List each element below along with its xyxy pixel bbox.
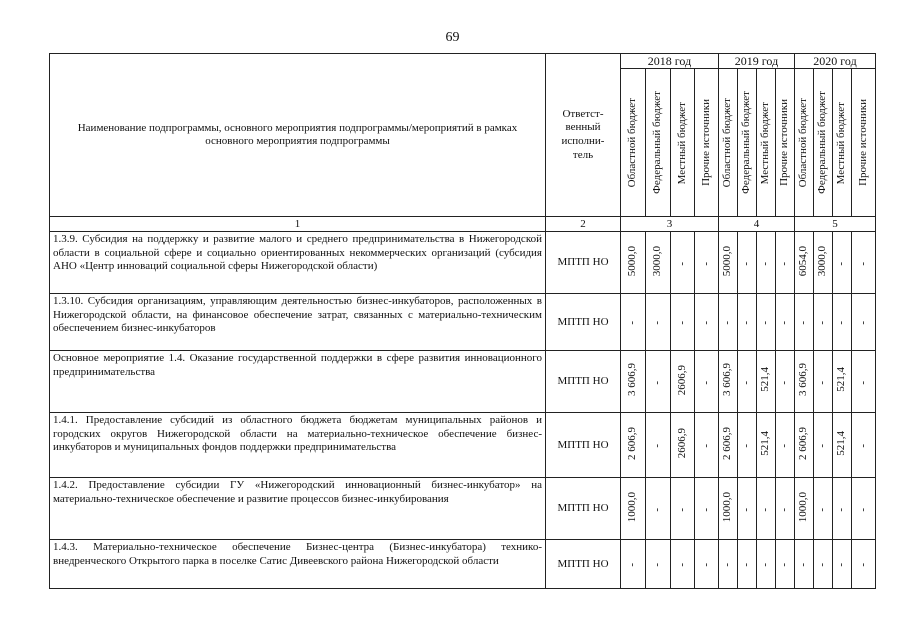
row-value-cell bbox=[795, 478, 814, 540]
source-header-label: Местный бюджет bbox=[675, 101, 688, 185]
row-value-cell bbox=[719, 413, 738, 478]
row-value: - bbox=[740, 321, 753, 325]
source-header bbox=[671, 69, 695, 217]
row-value-cell bbox=[795, 413, 814, 478]
row-value-cell bbox=[833, 351, 852, 413]
row-value-cell bbox=[776, 540, 795, 589]
table-row bbox=[50, 540, 876, 589]
source-header-label: Прочие источники bbox=[778, 99, 791, 187]
row-value: - bbox=[856, 507, 869, 512]
row-value-cell bbox=[671, 478, 695, 540]
row-value: - bbox=[675, 563, 688, 567]
row-value: 2606,9 bbox=[675, 364, 688, 395]
row-value-cell bbox=[695, 478, 719, 540]
row-value-cell bbox=[852, 232, 876, 294]
year-2020: 2020 год bbox=[795, 54, 876, 69]
row-value: 521,4 bbox=[835, 430, 848, 456]
row-value: - bbox=[835, 261, 848, 266]
row-value: - bbox=[759, 507, 772, 512]
row-value-cell bbox=[814, 351, 833, 413]
row-value-cell bbox=[757, 351, 776, 413]
row-value-cell bbox=[719, 351, 738, 413]
source-header bbox=[852, 69, 876, 217]
row-value-cell bbox=[814, 294, 833, 351]
row-value-cell bbox=[814, 413, 833, 478]
row-value-cell bbox=[795, 294, 814, 351]
row-value-cell bbox=[621, 294, 646, 351]
row-value-cell bbox=[757, 540, 776, 589]
source-header-label: Федеральный бюджет bbox=[651, 91, 664, 195]
source-header-label: Областной бюджет bbox=[721, 98, 734, 188]
source-header-label: Федеральный бюджет bbox=[816, 91, 829, 195]
row-value-cell bbox=[621, 351, 646, 413]
row-value-cell bbox=[795, 232, 814, 294]
row-value: 521,4 bbox=[835, 367, 848, 393]
row-value: - bbox=[740, 507, 753, 512]
row-value-cell bbox=[671, 294, 695, 351]
row-value-cell bbox=[695, 351, 719, 413]
source-header bbox=[814, 69, 833, 217]
row-value: - bbox=[675, 321, 688, 325]
row-value: - bbox=[675, 261, 688, 266]
row-value: - bbox=[651, 507, 664, 512]
row-value-cell bbox=[695, 540, 719, 589]
row-description: 1.4.2. Предоставление субсидии ГУ «Нижегородский инновационный бизнес-инкубатор» на материально-техническое обеспечение и развитие процессов бизнес-инкубирования bbox=[50, 478, 546, 540]
row-value: 521,4 bbox=[759, 430, 772, 456]
row-value: - bbox=[835, 321, 848, 325]
row-value: - bbox=[856, 261, 869, 266]
row-value: 1000,0 bbox=[721, 491, 734, 522]
row-value-cell bbox=[738, 478, 757, 540]
row-value: - bbox=[856, 444, 869, 448]
row-value-cell bbox=[738, 540, 757, 589]
row-value: - bbox=[778, 261, 791, 266]
row-value: - bbox=[651, 321, 664, 325]
row-value: - bbox=[816, 507, 829, 512]
source-header bbox=[757, 69, 776, 217]
row-value-cell bbox=[757, 294, 776, 351]
row-value: - bbox=[797, 321, 810, 325]
source-header bbox=[621, 69, 646, 217]
row-value-cell bbox=[671, 540, 695, 589]
row-value-cell bbox=[738, 294, 757, 351]
row-value: 2 606,9 bbox=[626, 426, 639, 460]
row-value-cell bbox=[757, 413, 776, 478]
row-value: 5000,0 bbox=[721, 245, 734, 276]
row-value-cell bbox=[852, 413, 876, 478]
row-executor: МПТП НО bbox=[546, 294, 621, 351]
row-value-cell bbox=[621, 478, 646, 540]
row-description: 1.3.10. Субсидия организациям, управляющим деятельностью бизнес-инкубаторов, расположенных в Нижегородской области, на финансовое обеспечение затрат, связанных с материально-техническим обеспечением бизнес-инкубаторов bbox=[50, 294, 546, 351]
row-value-cell bbox=[695, 413, 719, 478]
row-value: - bbox=[699, 444, 712, 448]
row-value: - bbox=[721, 321, 734, 325]
row-executor: МПТП НО bbox=[546, 351, 621, 413]
row-value-cell bbox=[814, 540, 833, 589]
row-value: - bbox=[626, 321, 639, 325]
table-row bbox=[50, 232, 876, 294]
row-value-cell bbox=[646, 478, 671, 540]
row-value: - bbox=[699, 380, 712, 385]
source-header-label: Местный бюджет bbox=[835, 101, 848, 185]
row-value-cell bbox=[814, 232, 833, 294]
row-value: 2 606,9 bbox=[797, 426, 810, 460]
row-value: - bbox=[721, 563, 734, 567]
source-header-label: Областной бюджет bbox=[626, 98, 639, 188]
table-row bbox=[50, 413, 876, 478]
row-value: - bbox=[856, 321, 869, 325]
row-value-cell bbox=[646, 232, 671, 294]
row-value-cell bbox=[852, 351, 876, 413]
row-value: 3 606,9 bbox=[626, 363, 639, 397]
table-body bbox=[50, 232, 876, 589]
row-executor: МПТП НО bbox=[546, 413, 621, 478]
row-value-cell bbox=[833, 540, 852, 589]
row-value-cell bbox=[719, 232, 738, 294]
row-value: - bbox=[856, 380, 869, 385]
row-value-cell bbox=[852, 540, 876, 589]
row-value-cell bbox=[719, 294, 738, 351]
row-value: - bbox=[797, 563, 810, 567]
row-value: - bbox=[778, 321, 791, 325]
row-value-cell bbox=[852, 294, 876, 351]
row-value: - bbox=[651, 444, 664, 448]
source-header-label: Местный бюджет bbox=[759, 101, 772, 185]
row-description: 1.4.3. Материально-техническое обеспечение Бизнес-центра (Бизнес-инкубатора) технико-внедренческого Открытого парка в поселке Сатис Дивеевского района Нижегородской области bbox=[50, 540, 546, 589]
row-value-cell bbox=[738, 413, 757, 478]
column-number: 4 bbox=[719, 217, 795, 232]
row-executor: МПТП НО bbox=[546, 478, 621, 540]
source-header bbox=[738, 69, 757, 217]
row-value-cell bbox=[833, 413, 852, 478]
row-value-cell bbox=[776, 294, 795, 351]
source-header bbox=[646, 69, 671, 217]
row-value: - bbox=[699, 563, 712, 567]
row-value: - bbox=[651, 380, 664, 385]
row-value-cell bbox=[738, 232, 757, 294]
row-value: - bbox=[856, 563, 869, 567]
row-value-cell bbox=[621, 540, 646, 589]
row-value-cell bbox=[795, 351, 814, 413]
row-value-cell bbox=[646, 351, 671, 413]
source-header bbox=[795, 69, 814, 217]
column-number: 3 bbox=[621, 217, 719, 232]
row-value-cell bbox=[646, 540, 671, 589]
row-value: 521,4 bbox=[759, 367, 772, 393]
row-value: - bbox=[740, 563, 753, 567]
row-value: - bbox=[816, 444, 829, 448]
row-value-cell bbox=[776, 413, 795, 478]
row-value: - bbox=[740, 261, 753, 266]
row-description: Основное мероприятие 1.4. Оказание государственной поддержки в сфере развития инновационного предпринимательства bbox=[50, 351, 546, 413]
source-header bbox=[695, 69, 719, 217]
page-number: 69 bbox=[445, 30, 460, 45]
row-value: 6054,0 bbox=[797, 245, 810, 276]
row-value: - bbox=[675, 507, 688, 512]
row-value: - bbox=[740, 444, 753, 448]
row-executor: МПТП НО bbox=[546, 540, 621, 589]
row-value-cell bbox=[833, 294, 852, 351]
row-value: - bbox=[740, 380, 753, 385]
row-value: 3 606,9 bbox=[797, 363, 810, 397]
row-value: - bbox=[699, 321, 712, 325]
row-value: 2606,9 bbox=[675, 428, 688, 459]
row-value: 2 606,9 bbox=[721, 426, 734, 460]
row-value: - bbox=[626, 563, 639, 567]
header-name: Наименование подпрограммы, основного мероприятия подпрограммы/мероприятий в рамках основного мероприятия подпрограммы bbox=[50, 54, 546, 217]
row-value-cell bbox=[621, 413, 646, 478]
row-value-cell bbox=[719, 540, 738, 589]
column-number: 2 bbox=[546, 217, 621, 232]
source-header-label: Федеральный бюджет bbox=[740, 91, 753, 195]
header-executor bbox=[546, 54, 621, 217]
row-value: 1000,0 bbox=[797, 491, 810, 522]
row-value: 3000,0 bbox=[651, 245, 664, 276]
row-value: - bbox=[816, 563, 829, 567]
row-value: - bbox=[778, 444, 791, 448]
source-header bbox=[833, 69, 852, 217]
row-value: - bbox=[835, 507, 848, 512]
row-value: - bbox=[699, 507, 712, 512]
row-executor: МПТП НО bbox=[546, 232, 621, 294]
row-value-cell bbox=[738, 351, 757, 413]
row-value: - bbox=[835, 563, 848, 567]
row-value: - bbox=[699, 261, 712, 266]
row-value-cell bbox=[757, 232, 776, 294]
row-value: - bbox=[759, 261, 772, 266]
row-description: 1.4.1. Предоставление субсидий из областного бюджета бюджетам муниципальных районов и городских округов Нижегородской области на материально-техническое обеспечение бизнес-инкубаторов и муниципальных фондов поддержки предпринимательства bbox=[50, 413, 546, 478]
row-value-cell bbox=[646, 294, 671, 351]
row-value-cell bbox=[719, 478, 738, 540]
row-value-cell bbox=[671, 413, 695, 478]
column-number: 5 bbox=[795, 217, 876, 232]
row-value-cell bbox=[646, 413, 671, 478]
row-value: 3000,0 bbox=[816, 245, 829, 276]
row-value: - bbox=[816, 380, 829, 385]
row-value: - bbox=[778, 563, 791, 567]
row-value: 5000,0 bbox=[626, 245, 639, 276]
row-value-cell bbox=[852, 478, 876, 540]
header-executor-text: Ответст- венный исполни- тель bbox=[561, 107, 605, 161]
row-value: - bbox=[816, 321, 829, 325]
budget-table bbox=[49, 53, 876, 589]
row-value-cell bbox=[833, 232, 852, 294]
column-number: 1 bbox=[50, 217, 546, 232]
row-value-cell bbox=[695, 232, 719, 294]
row-value: - bbox=[778, 380, 791, 385]
row-value-cell bbox=[776, 478, 795, 540]
table-row bbox=[50, 294, 876, 351]
column-number-row bbox=[50, 217, 876, 232]
row-value-cell bbox=[671, 232, 695, 294]
year-2018: 2018 год bbox=[621, 54, 719, 69]
source-header-label: Прочие источники bbox=[699, 99, 712, 187]
table-row bbox=[50, 351, 876, 413]
source-header bbox=[776, 69, 795, 217]
row-value-cell bbox=[814, 478, 833, 540]
row-value-cell bbox=[776, 351, 795, 413]
row-value-cell bbox=[833, 478, 852, 540]
row-value: - bbox=[778, 507, 791, 512]
row-value-cell bbox=[757, 478, 776, 540]
row-value-cell bbox=[776, 232, 795, 294]
source-header bbox=[719, 69, 738, 217]
row-value-cell bbox=[795, 540, 814, 589]
row-value: 1000,0 bbox=[626, 491, 639, 522]
year-2019: 2019 год bbox=[719, 54, 795, 69]
row-value-cell bbox=[695, 294, 719, 351]
row-value: - bbox=[651, 563, 664, 567]
table-row bbox=[50, 478, 876, 540]
row-value-cell bbox=[621, 232, 646, 294]
row-description: 1.3.9. Субсидия на поддержку и развитие малого и среднего предпринимательства в Нижегородской области в социальной сфере и социально ориентированных некоммерческих организаций (субсидия АНО «Центр инноваций социальной сферы Нижегородской области) bbox=[50, 232, 546, 294]
row-value: - bbox=[759, 321, 772, 325]
row-value: 3 606,9 bbox=[721, 363, 734, 397]
row-value-cell bbox=[671, 351, 695, 413]
source-header-label: Областной бюджет bbox=[797, 98, 810, 188]
source-header-label: Прочие источники bbox=[856, 99, 869, 187]
row-value: - bbox=[759, 563, 772, 567]
